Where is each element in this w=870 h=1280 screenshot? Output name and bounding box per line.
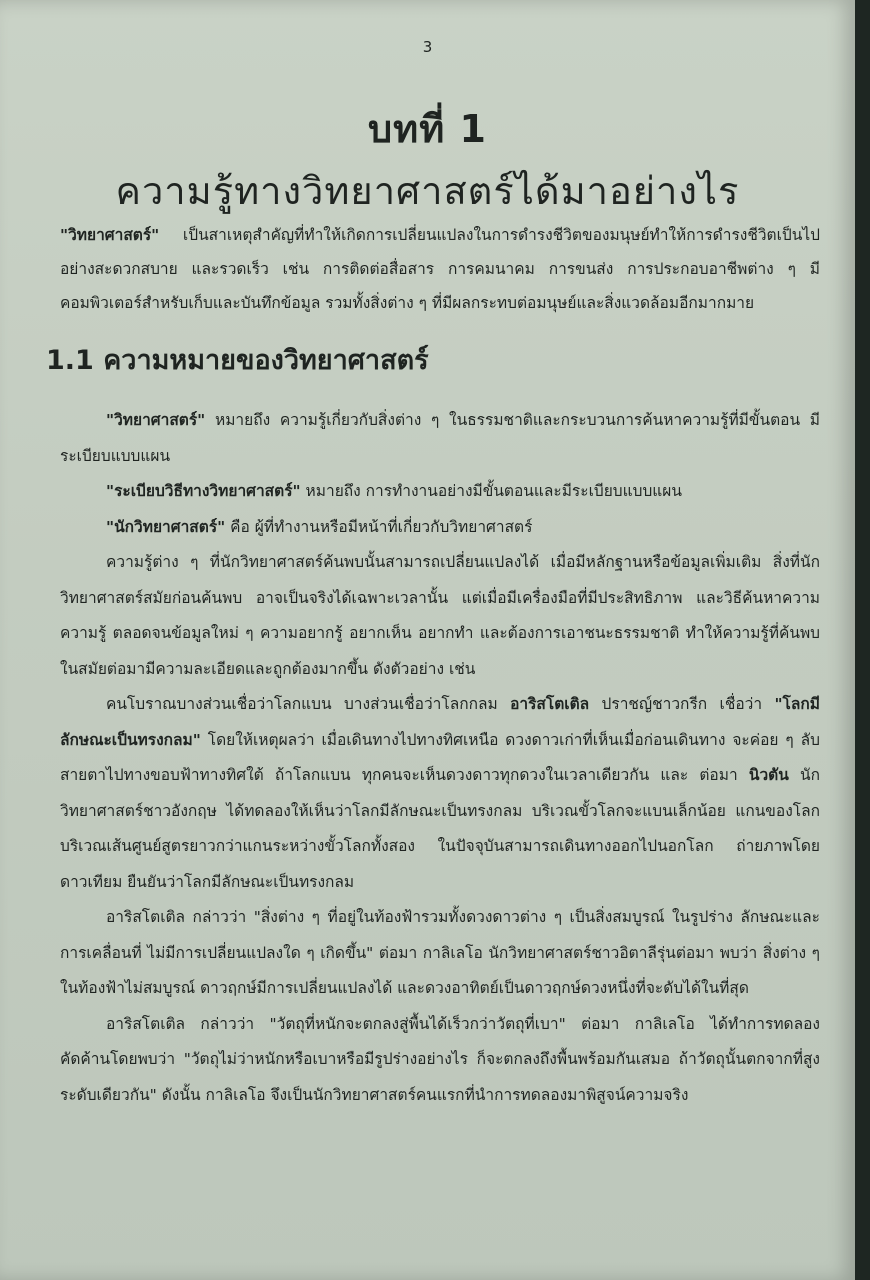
- intro-paragraph: [60, 218, 820, 320]
- definition-text: คือ ผู้ที่ทำงานหรือมีหน้าที่เกี่ยวกับวิทยาศาสตร์: [225, 517, 533, 536]
- definition-term: "นักวิทยาศาสตร์": [106, 517, 226, 536]
- paragraph-heavens: อาริสโตเติล กล่าวว่า "สิ่งต่าง ๆ ที่อยู่ในท้องฟ้ารวมทั้งดวงดาวต่าง ๆ เป็นสิ่งสมบูรณ์ ในรูปร่าง ลักษณะและการเคลื่อนที่ ไม่มีการเปลี่ยนแปลงใด ๆ เกิดขึ้น" ต่อมา กาลิเลโอ นักวิทยาศาสตร์ชาวอิตาลีรุ่นต่อมา พบว่า สิ่งต่าง ๆ ในท้องฟ้าไม่สมบูรณ์ ดาวฤกษ์มีการเปลี่ยนแปลงได้ และดวงอาทิตย์เป็นดาวฤกษ์ดวงหนึ่งที่จะดับได้ในที่สุด: [60, 908, 820, 997]
- page-number: 3: [422, 38, 433, 56]
- definition-scientist: [60, 510, 820, 546]
- paragraph-falling-objects: อาริสโตเติล กล่าวว่า "วัตถุที่หนักจะตกลงสู่พื้นได้เร็วกว่าวัตถุที่เบา" ต่อมา กาลิเลโอ ได้ทำการทดลอง คัดค้านโดยพบว่า "วัตถุไม่ว่าหนักหรือเบาหรือมีรูปร่างอย่างไร ก็จะตกลงถึงพื้นพร้อมกันเสมอ ถ้าวัตถุนั้นตกจากที่สูงระดับเดียวกัน" ดังนั้น กาลิเลโอ จึงเป็นนักวิทยาศาสตร์คนแรกที่นำการทดลองมาพิสูจน์ความจริง: [60, 1014, 820, 1104]
- text-segment: ปราชญ์ชาวกรีก เชื่อว่า: [589, 695, 775, 713]
- name-aristotle: อาริสโตเติล: [510, 695, 590, 713]
- paragraph-knowledge-change: ความรู้ต่าง ๆ ที่นักวิทยาศาสตร์ค้นพบนั้นสามารถเปลี่ยนแปลงได้ เมื่อมีหลักฐานหรือข้อมูลเพิ่มเติม สิ่งที่นักวิทยาศาสตร์สมัยก่อนค้นพบ อาจเป็นจริงได้เฉพาะเวลานั้น แต่เมื่อมีเครื่องมือที่มีประสิทธิภาพ และวิธีค้นหาความความรู้ ตลอดจนข้อมูลใหม่ ๆ ความอยากรู้ อยากเห็น อยากทำ และต้องการเอาชนะธรรมชาติ ทำให้ความรู้ที่ค้นพบในสมัยต่อมามีความละเอียดและถูกต้องมากขึ้น ดังตัวอย่าง เช่น: [60, 553, 820, 678]
- text-segment: โดยให้เหตุผลว่า เมื่อเดินทางไปทางทิศเหนือ ดวงดาวเก่าที่เห็นเมื่อก่อนเดินทาง จะค่อย ๆ ลับสายตาไปทางขอบฟ้าทางทิศใต้ ถ้าโลกแบน ทุกคนจะเห็นดวงดาวทุกดวงในเวลาเดียวกัน และ ต่อมา: [60, 730, 820, 784]
- quote-earth-sphere: "โลกมีลักษณะเป็นทรงกลม": [60, 695, 820, 749]
- definition-text: หมายถึง การทำงานอย่างมีขั้นตอนและมีระเบียบแบบแผน: [300, 482, 682, 500]
- chapter-title: ความรู้ทางวิทยาศาสตร์ได้มาอย่างไร: [115, 169, 740, 213]
- definition-scientific-method: [60, 474, 820, 510]
- definition-term: "วิทยาศาสตร์": [106, 411, 206, 429]
- body-text: [60, 403, 820, 1113]
- definition-text: หมายถึง ความรู้เกี่ยวกับสิ่งต่าง ๆ ในธรรมชาติและกระบวนการค้นหาความรู้ที่มีขั้นตอน มีระเบียบแบบแผน: [60, 411, 820, 465]
- definition-science: [60, 403, 820, 474]
- text-segment: นักวิทยาศาสตร์ชาวอังกฤษ ได้ทดลองให้เห็นว่าโลกมีลักษณะเป็นทรงกลม บริเวณขั้วโลกจะแบนเล็กน้อย แกนของโลกบริเวณเส้นศูนย์สูตรยาวกว่าแกนระหว่างขั้วโลกทั้งสอง ในปัจจุบันสามารถเดินทางออกไปนอกโลก ถ่ายภาพโดยดาวเทียม ยืนยันว่าโลกมีลักษณะเป็นทรงกลม: [60, 766, 820, 891]
- chapter-heading: บทที่ 1: [368, 107, 487, 151]
- paragraph-earth-shape: [60, 687, 820, 900]
- definition-term: "ระเบียบวิธีทางวิทยาศาสตร์": [106, 482, 301, 500]
- intro-text: เป็นสาเหตุสำคัญที่ทำให้เกิดการเปลี่ยนแปลงในการดำรงชีวิตของมนุษย์ทำให้การดำรงชีวิตเป็นไปอย่างสะดวกสบาย และรวดเร็ว เช่น การติดต่อสื่อสาร การคมนาคม การขนส่ง การประกอบอาชีพต่าง ๆ มีคอมพิวเตอร์สำหรับเก็บและบันทึกข้อมูล รวมทั้งสิ่งต่าง ๆ ที่มีผลกระทบต่อมนุษย์และสิ่งแวดล้อมอีกมากมาย: [60, 226, 820, 312]
- name-newton: นิวตัน: [748, 766, 789, 784]
- section-heading: 1.1 ความหมายของวิทยาศาสตร์: [46, 345, 429, 376]
- intro-term: "วิทยาศาสตร์": [60, 226, 160, 244]
- text-segment: คนโบราณบางส่วนเชื่อว่าโลกแบน บางส่วนเชื่อว่าโลกกลม: [106, 695, 511, 713]
